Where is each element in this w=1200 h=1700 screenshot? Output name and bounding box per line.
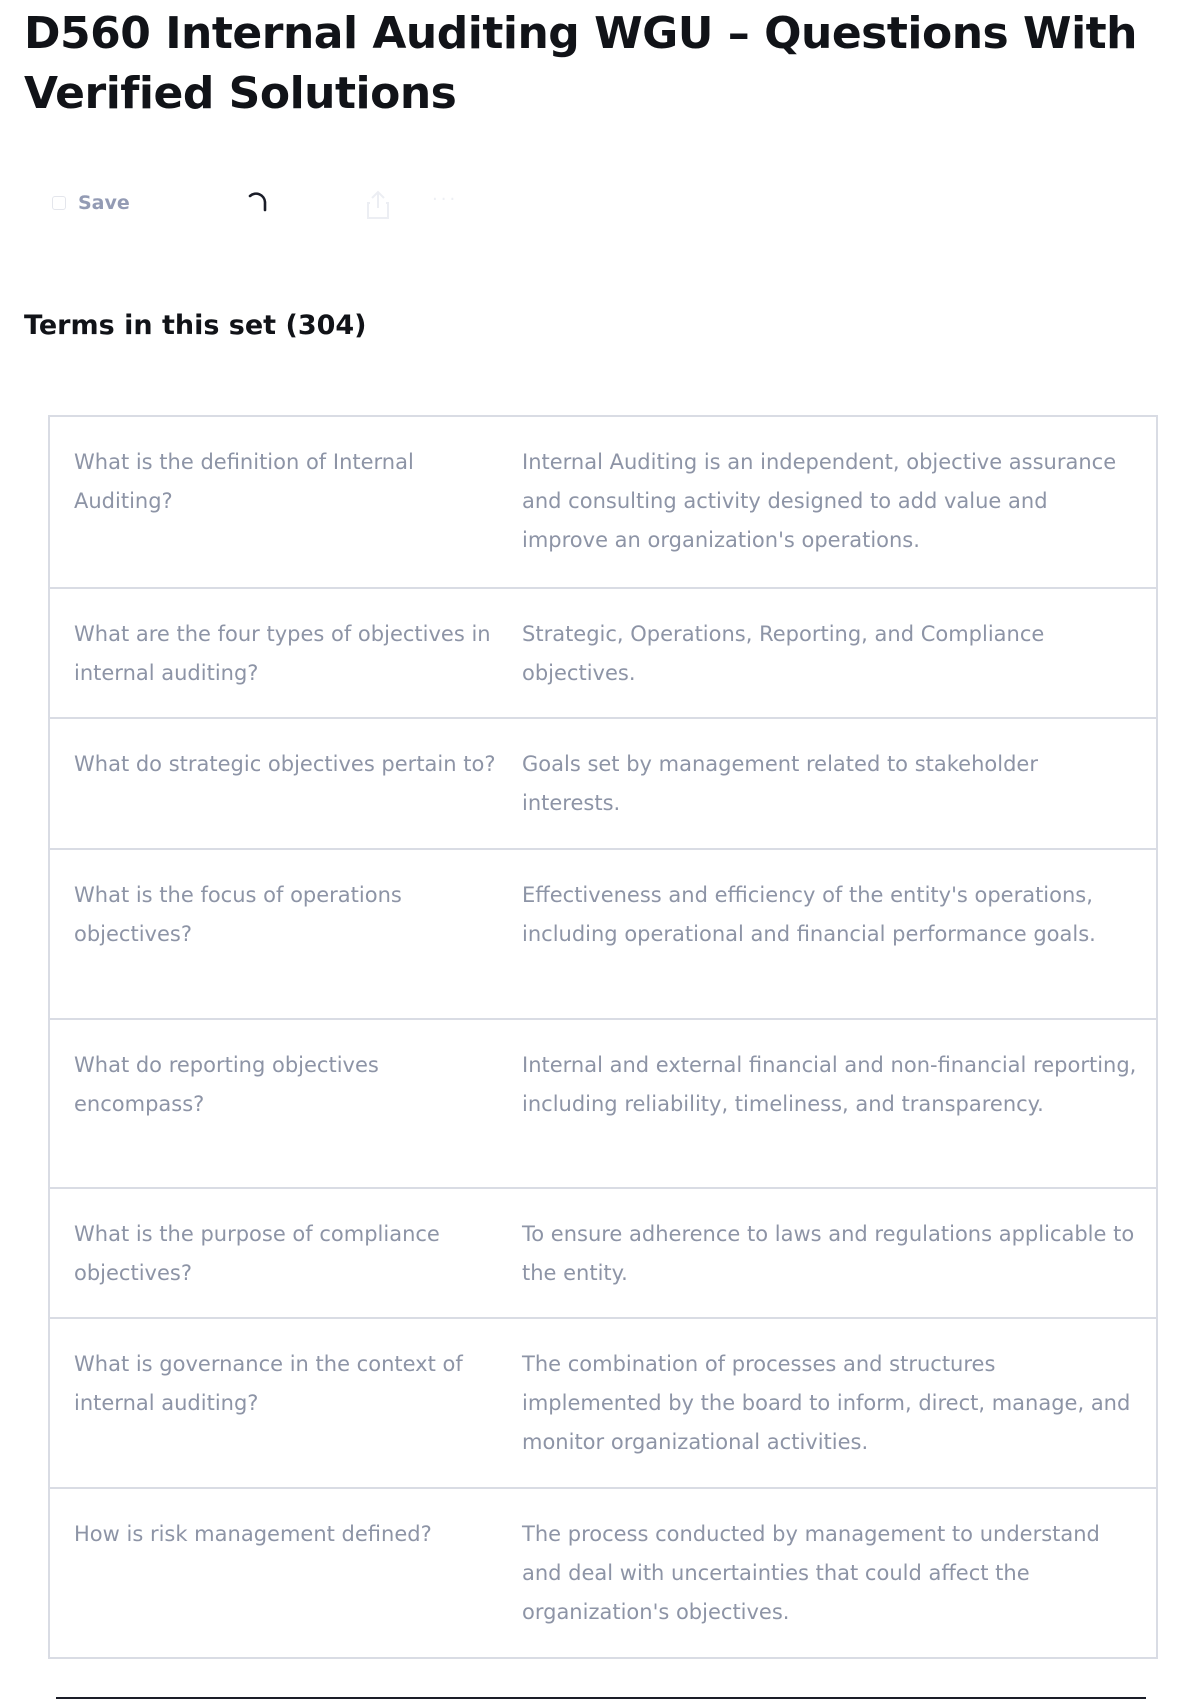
more-options-icon[interactable]: ··· (432, 189, 459, 210)
term-row (50, 1018, 1156, 1187)
term-row (50, 848, 1156, 1018)
save-button[interactable] (52, 192, 130, 214)
page-title: D560 Internal Auditing WGU – Questions With Verified Solutions (24, 8, 1138, 119)
term-answer: The combination of processes and structures implemented by the board to inform, direct, manage, and monitor organizational activities. (522, 1352, 1131, 1454)
term-row (50, 1487, 1156, 1657)
term-answer: Effectiveness and efficiency of the entity's operations, including operational and financial performance goals. (522, 883, 1096, 946)
term-question: What are the four types of objectives in internal auditing? (74, 622, 491, 685)
save-checkbox-icon (52, 196, 66, 210)
term-question: How is risk management defined? (74, 1522, 432, 1546)
term-row (50, 417, 1156, 587)
term-question: What do reporting objectives encompass? (74, 1053, 379, 1116)
term-answer: Strategic, Operations, Reporting, and Compliance objectives. (522, 622, 1045, 685)
terms-table (48, 415, 1158, 1659)
term-row (50, 1187, 1156, 1317)
terms-heading: Terms in this set (304) (24, 310, 367, 341)
term-answer: Internal and external financial and non-financial reporting, including reliability, timeliness, and transparency. (522, 1053, 1137, 1116)
term-row (50, 587, 1156, 717)
term-question: What is the purpose of compliance objectives? (74, 1222, 440, 1285)
loading-spinner-icon (242, 188, 274, 220)
term-question: What is the definition of Internal Auditing? (74, 450, 414, 513)
share-icon[interactable] (364, 190, 392, 220)
bottom-divider (56, 1697, 1146, 1699)
term-answer: To ensure adherence to laws and regulations applicable to the entity. (522, 1222, 1135, 1285)
term-question: What is governance in the context of internal auditing? (74, 1352, 463, 1415)
term-answer: The process conducted by management to understand and deal with uncertainties that could affect the organization's objectives. (522, 1522, 1100, 1624)
term-row (50, 1317, 1156, 1487)
set-toolbar (52, 188, 502, 224)
term-answer: Internal Auditing is an independent, objective assurance and consulting activity designed to add value and improve an organization's operations. (522, 450, 1117, 552)
term-row (50, 717, 1156, 848)
term-question: What is the focus of operations objectives? (74, 883, 402, 946)
save-label: Save (78, 192, 130, 214)
term-answer: Goals set by management related to stakeholder interests. (522, 752, 1038, 815)
term-question: What do strategic objectives pertain to? (74, 752, 496, 776)
